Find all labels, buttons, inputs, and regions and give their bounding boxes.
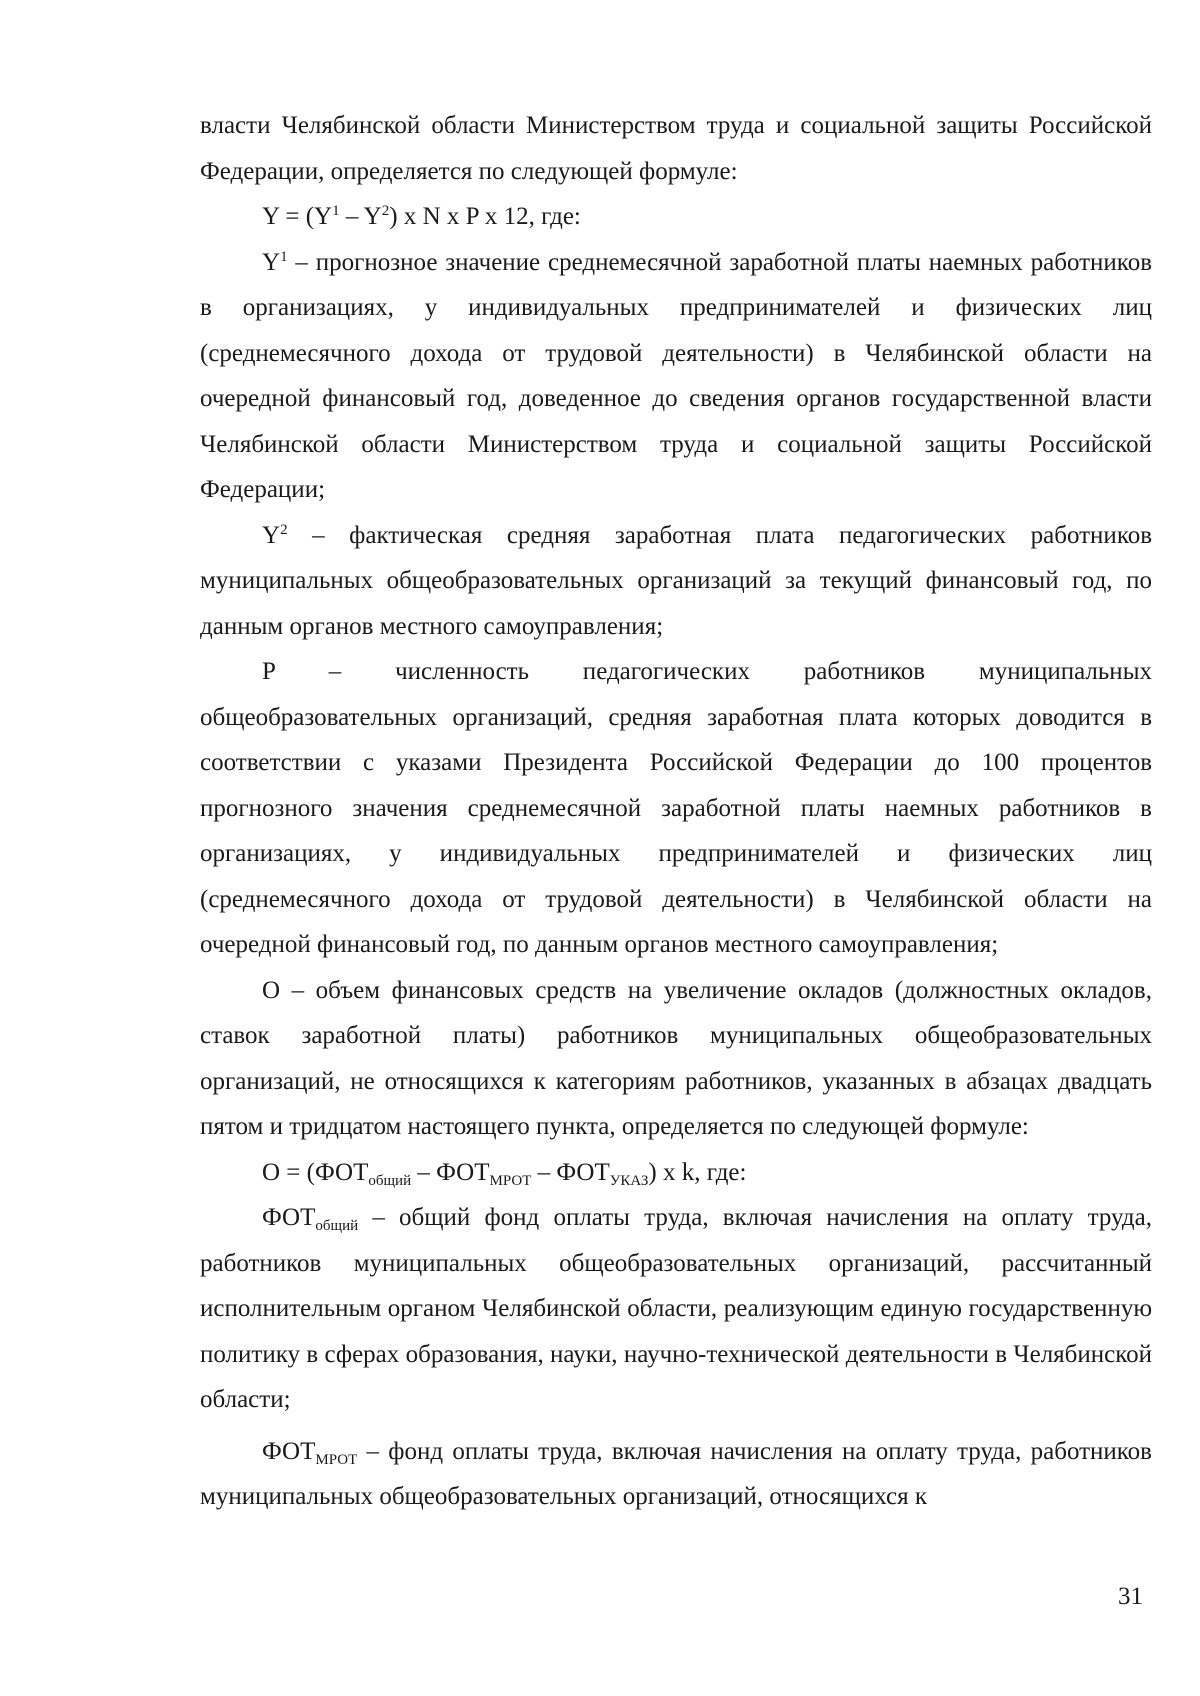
superscript-index: 2 (381, 203, 390, 219)
text-run: – фонд оплаты труда, включая начисления на оплату труда, работников муниципальных общеобразовательных организаций, относящихся к (200, 1437, 1152, 1510)
text-run: – прогнозное значение среднемесячной заработной платы наемных работников в организациях, у индивидуальных предпринимателей и физических лиц (среднемесячного дохода от трудовой деятельности) в Челябинской области на очередной финансовый год, доведенное до сведения органов государственной власти Челябинской области Министерством труда и социальной защиты Российской Федерации; (200, 248, 1152, 503)
text-run: – ФОТ (411, 1158, 490, 1186)
subscript-index: МРОТ (315, 1451, 358, 1468)
paragraph-fot-total-definition (200, 1195, 1152, 1423)
text-run: ) x N x P x 12, где: (389, 203, 581, 230)
text-run: ФОТ (262, 1204, 316, 1231)
paragraph-fot-mrot-definition (200, 1429, 1152, 1520)
text-run: Y (262, 248, 281, 276)
superscript-index: 1 (332, 203, 340, 219)
document-body (200, 103, 1152, 1520)
formula-o (200, 1150, 1152, 1196)
paragraph-o-definition (200, 968, 1152, 1150)
paragraph-y2-definition (200, 513, 1152, 650)
subscript-index: МРОТ (489, 1172, 532, 1189)
text-run: – фактическая средняя заработная плата педагогических работников муниципальных общеобразовательных организаций за текущий финансовый год, по данным органов местного самоуправления; (200, 521, 1152, 640)
page-number: 31 (1118, 1583, 1143, 1610)
subscript-index: общий (315, 1218, 359, 1234)
text-run: O = (ФОТ (262, 1158, 369, 1186)
text-run: ) x k, где: (648, 1158, 747, 1186)
text-run: – Y (339, 203, 382, 230)
text-run: ФОТ (262, 1437, 316, 1465)
paragraph-continuation (200, 103, 1152, 194)
formula-y (200, 194, 1152, 240)
text-run: Y = (Y (262, 203, 333, 230)
text-run: O – объем финансовых средств на увеличение окладов (должностных окладов, ставок заработной платы) работников муниципальных общеобразовательных организаций, не относящихся к категориям работников, указанных в абзацах двадцать пятом и тридцатом настоящего пункта, определяется по следующей формуле: (200, 976, 1152, 1140)
text-run: Y (262, 521, 281, 549)
subscript-index: УКАЗ (609, 1172, 649, 1189)
text-run: P – численность педагогических работников муниципальных общеобразовательных организаций, средняя заработная плата которых доводится в соответствии с указами Президента Российской Федерации до 100 процентов прогнозного значения среднемесячной заработной платы наемных работников в организациях, у индивидуальных предпринимателей и физических лиц (среднемесячного дохода от трудовой деятельности) в Челябинской области на очередной финансовый год, по данным органов местного самоуправления; (200, 658, 1152, 958)
paragraph-p-definition (200, 649, 1152, 968)
superscript-index: 2 (280, 521, 288, 538)
text-run: власти Челябинской области Министерством труда и социальной защиты Российской Федерации, определяется по следующей формуле: (200, 112, 1152, 185)
text-run: – ФОТ (531, 1158, 610, 1186)
paragraph-y1-definition (200, 240, 1152, 513)
superscript-index: 1 (280, 248, 288, 265)
subscript-index: общий (368, 1172, 412, 1189)
text-run: – общий фонд оплаты труда, включая начисления на оплату труда, работников муниципальных общеобразовательных организаций, рассчитанный исполнительным органом Челябинской области, реализующим единую государственную политику в сферах образования, науки, научно-технической деятельности в Челябинской области; (200, 1204, 1152, 1413)
